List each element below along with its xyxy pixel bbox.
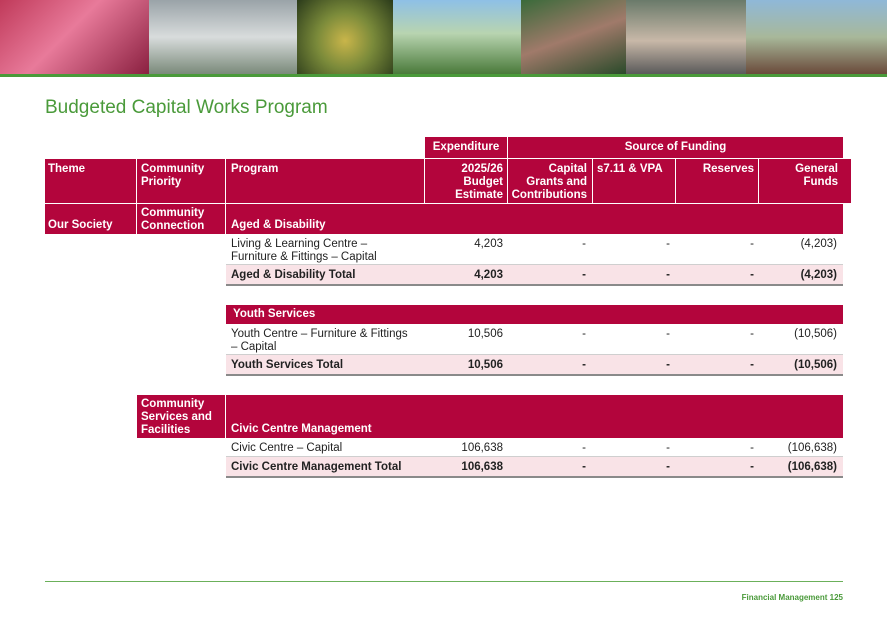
row-separator xyxy=(225,204,226,234)
col-budget-estimate: 2025/26 Budget Estimate xyxy=(440,163,503,202)
header-separator xyxy=(225,159,226,203)
total-row-s711: - xyxy=(666,359,670,371)
line-item-s711: - xyxy=(666,238,670,250)
line-item-reserves: - xyxy=(750,328,754,340)
program-label: Civic Centre Management xyxy=(231,423,431,436)
total-row-grants: - xyxy=(582,359,586,371)
page-footer: Financial Management 125 xyxy=(741,593,843,602)
row-separator xyxy=(136,204,137,234)
total-row-grants: - xyxy=(582,269,586,281)
line-item-grants: - xyxy=(582,328,586,340)
total-row-underline xyxy=(226,374,843,376)
line-item-reserves: - xyxy=(750,442,754,454)
total-row-s711: - xyxy=(666,461,670,473)
total-row-general: (106,638) xyxy=(787,461,837,473)
col-reserves: Reserves xyxy=(680,163,754,176)
col-program: Program xyxy=(231,163,411,176)
line-item-budget: 106,638 xyxy=(461,442,503,454)
header-separator xyxy=(424,137,425,203)
street-photo xyxy=(626,0,746,74)
total-row-name: Civic Centre Management Total xyxy=(231,461,402,473)
community-priority-label: Community Connection xyxy=(141,207,221,233)
row-separator xyxy=(225,395,226,438)
total-row-budget: 10,506 xyxy=(467,359,503,371)
line-item-s711: - xyxy=(666,328,670,340)
header-separator xyxy=(758,159,759,203)
line-item-name: Youth Centre – Furniture & Fittings – Capital xyxy=(231,328,408,353)
total-row-s711: - xyxy=(666,269,670,281)
civic-building-photo xyxy=(746,0,887,74)
col-general-funds: General Funds xyxy=(768,163,838,189)
total-row-underline xyxy=(226,476,843,478)
line-item-grants: - xyxy=(582,442,586,454)
header-separator xyxy=(136,159,137,203)
line-item-name: Civic Centre – Capital xyxy=(231,442,343,454)
park-games-photo xyxy=(393,0,521,74)
line-item-s711: - xyxy=(666,442,670,454)
total-row-reserves: - xyxy=(750,269,754,281)
col-capital-grants: Capital Grants and Contributions xyxy=(509,163,587,202)
line-item-name: Living & Learning Centre – Furniture & Fittings – Capital xyxy=(231,238,377,263)
line-item-budget: 10,506 xyxy=(467,328,503,340)
header-separator xyxy=(592,159,593,203)
page-title: Budgeted Capital Works Program xyxy=(45,97,328,118)
line-item-budget: 4,203 xyxy=(474,238,503,250)
line-item-grants: - xyxy=(582,238,586,250)
total-row-general: (10,506) xyxy=(794,359,837,371)
expenditure-header: Expenditure xyxy=(425,137,507,158)
total-row-top-line xyxy=(226,456,843,457)
total-row-top-line xyxy=(226,264,843,265)
program-label: Youth Services xyxy=(233,308,433,321)
total-row-general: (4,203) xyxy=(800,269,837,281)
total-row-name: Aged & Disability Total xyxy=(231,269,356,281)
col-community-priority: Community Priority xyxy=(141,163,221,189)
total-row-top-line xyxy=(226,354,843,355)
col-s711-vpa: s7.11 & VPA xyxy=(597,163,677,176)
header-divider xyxy=(425,158,843,159)
program-label: Aged & Disability xyxy=(231,219,431,232)
frog-photo xyxy=(297,0,393,74)
total-row-budget: 106,638 xyxy=(461,461,503,473)
total-row-name: Youth Services Total xyxy=(231,359,344,371)
header-separator xyxy=(675,159,676,203)
banner-divider xyxy=(0,74,887,77)
line-item-general: (10,506) xyxy=(794,328,837,340)
photo-banner xyxy=(0,0,887,74)
footer-divider xyxy=(45,581,843,582)
total-row-reserves: - xyxy=(750,461,754,473)
community-priority-label: Community Services and Facilities xyxy=(141,398,221,437)
total-row-underline xyxy=(226,284,843,286)
line-item-reserves: - xyxy=(750,238,754,250)
family-photo xyxy=(521,0,626,74)
total-row-budget: 4,203 xyxy=(474,269,503,281)
theme-label: Our Society xyxy=(48,219,133,232)
electric-car-photo xyxy=(149,0,297,74)
line-item-general: (4,203) xyxy=(800,238,837,250)
total-row-grants: - xyxy=(582,461,586,473)
col-theme: Theme xyxy=(48,163,133,176)
total-row-reserves: - xyxy=(750,359,754,371)
source-of-funding-header: Source of Funding xyxy=(508,137,843,158)
header-separator xyxy=(507,137,508,203)
library-photo xyxy=(0,0,149,74)
line-item-general: (106,638) xyxy=(787,442,837,454)
